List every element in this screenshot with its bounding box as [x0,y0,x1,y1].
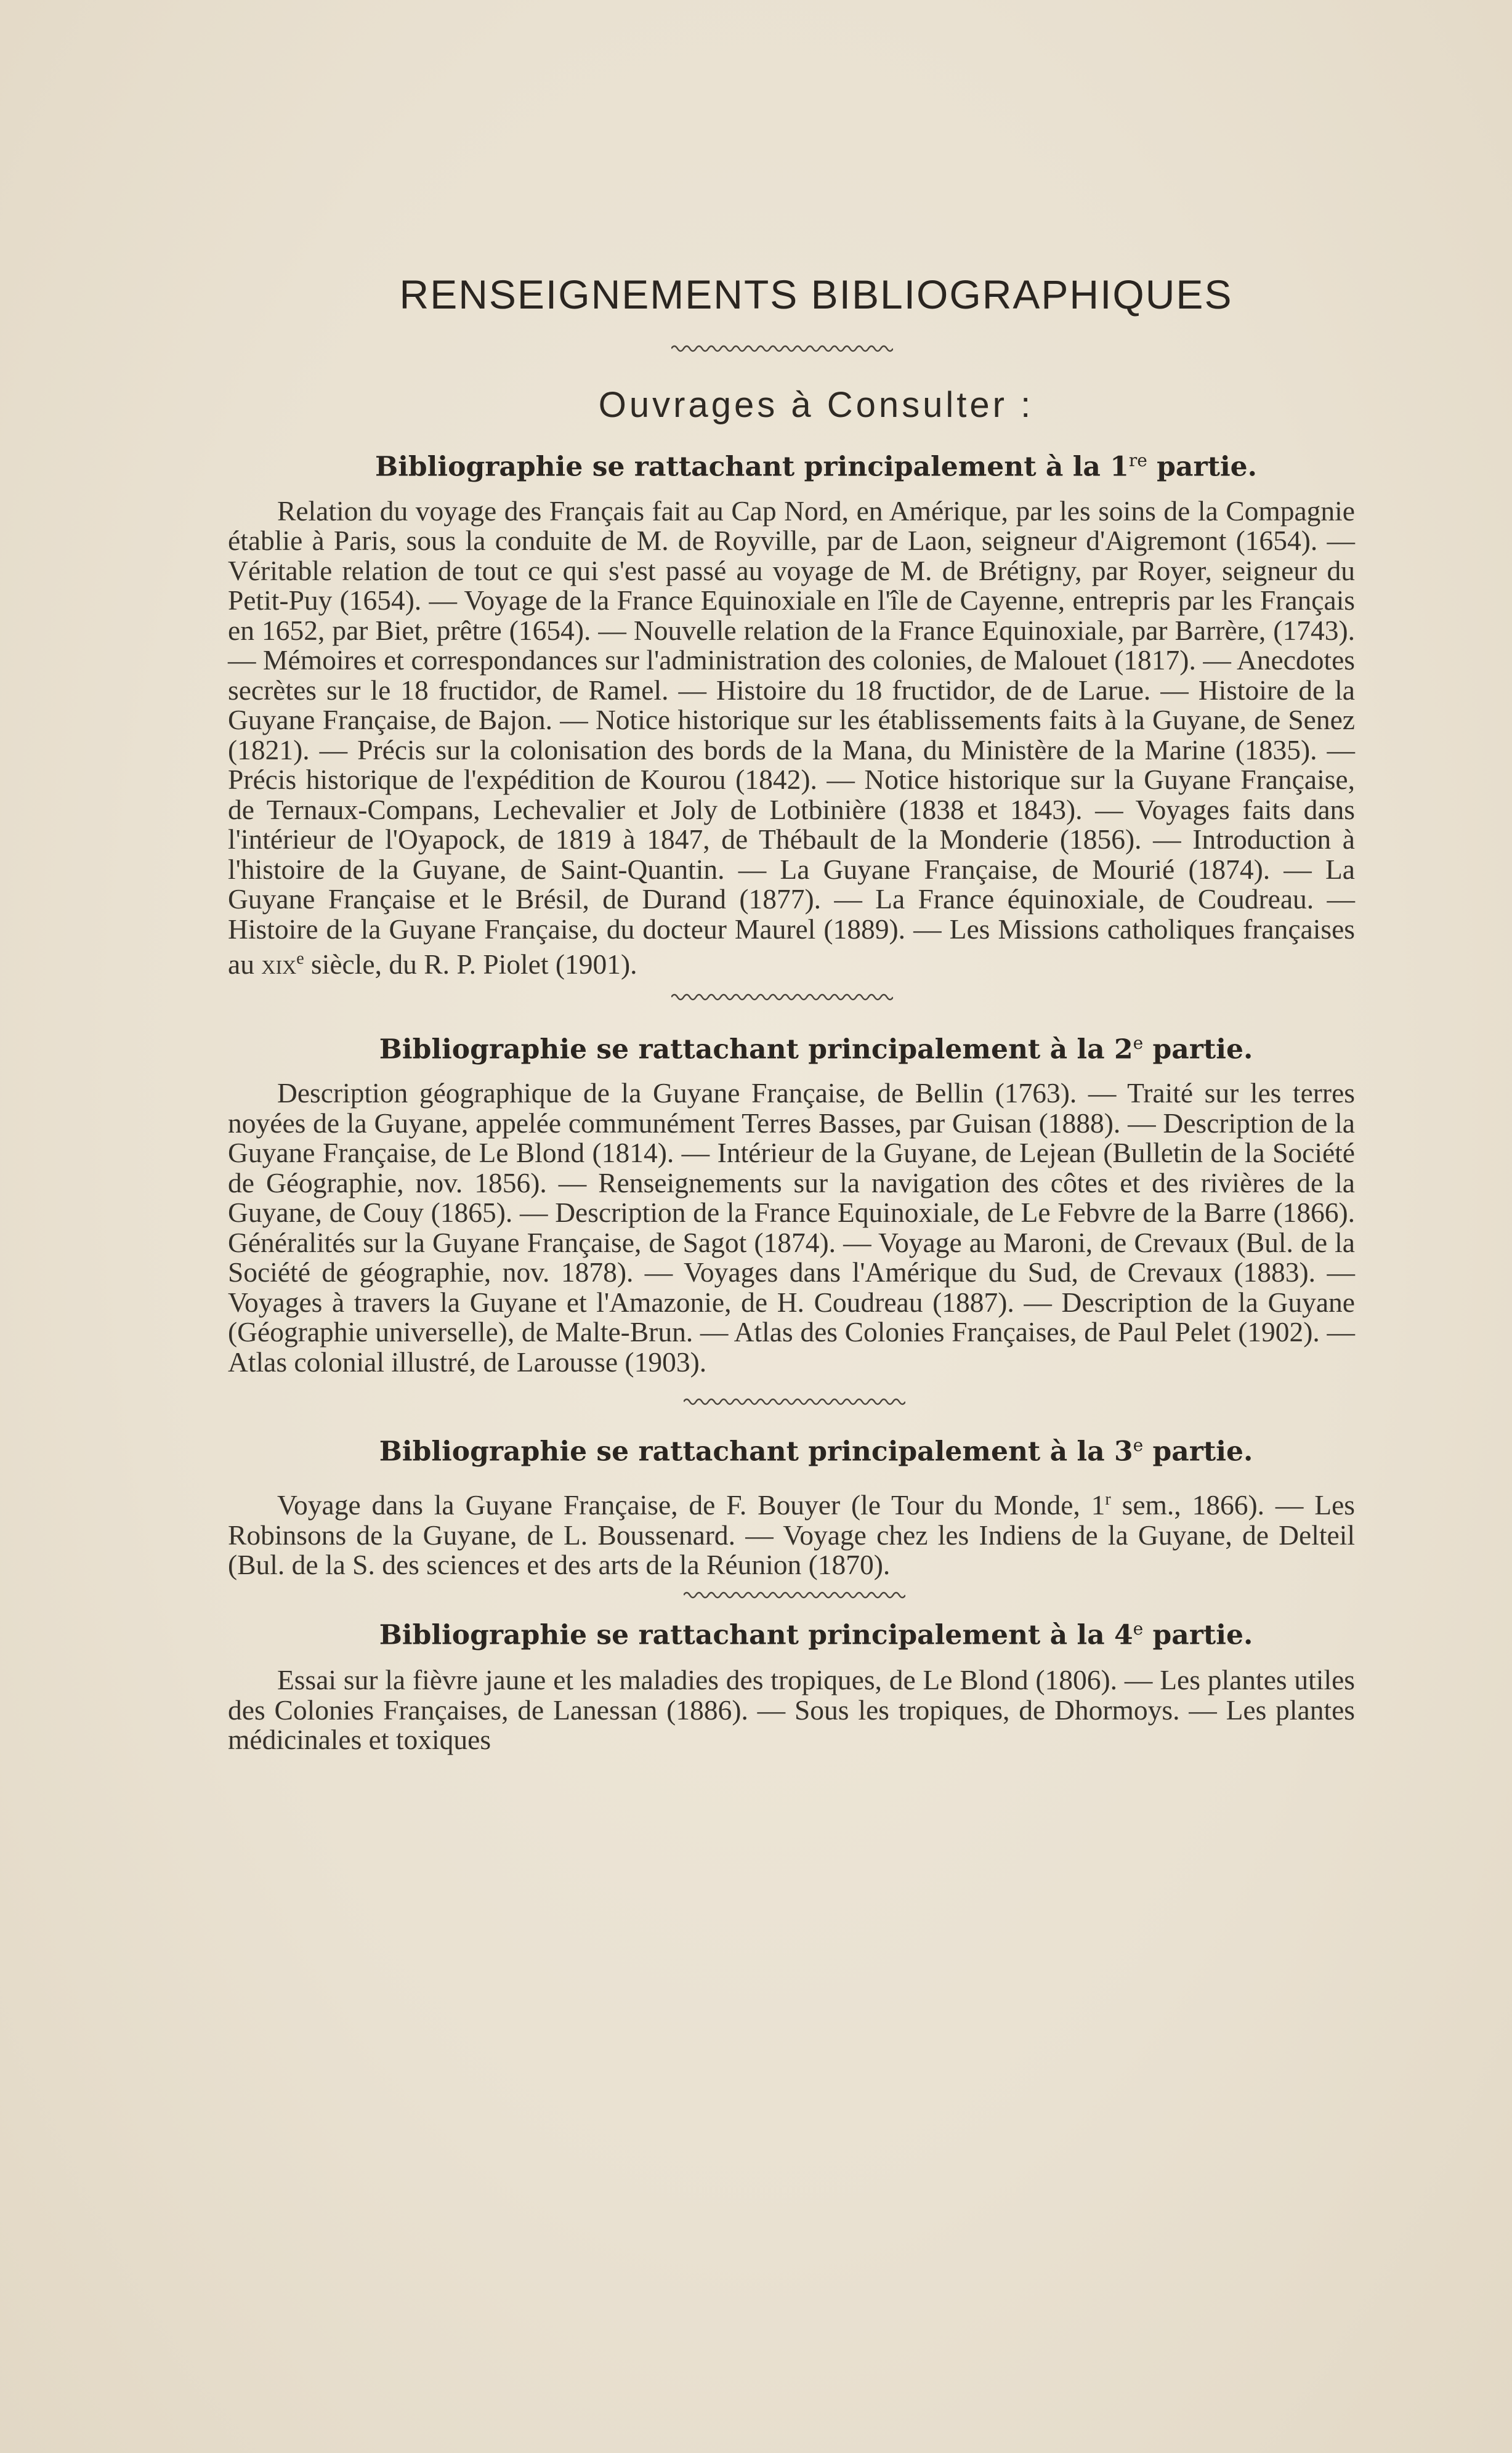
bibliography-paragraph-3: Voyage dans la Guyane Française, de F. Bouyer (le Tour du Monde, 1$^r$ sem., 1866). — Les Robinsons de la Guyane, de L. Boussenard. — Voyage chez les Indiens de la Guyane, de Delteil (Bul. de la S. des sciences et des arts de la Réunion (1870). [228,1489,1355,1581]
wavy-divider [684,1396,905,1408]
wavy-divider [671,342,893,355]
wavy-divider [684,1589,905,1601]
bibliography-paragraph-4: Essai sur la fièvre jaune et les maladies des tropiques, de Le Blond (1806). — Les plantes utiles des Colonies Françaises, de Lanessan (1886). — Sous les tropiques, de Dhormoys. — Les plantes médicinales et toxiques [228,1664,1355,1756]
bibliography-paragraph-1: Relation du voyage des Français fait au Cap Nord, en Amérique, par les soins de la Compagnie établie à Paris, sous la conduite de M. de Royville, par de Laon, seigneur d'Aigremont (1654). — Véritable relation de tout ce qui s'est passé au voyage de M. de Brétigny, par Royer, seigneur du Petit-Puy (1654). — Voyage de la France Equinoxiale en l'île de Cayenne, entrepris par les Français en 1652, par Biet, prêtre (1654). — Nouvelle relation de la France Equinoxiale, par Barrère, (1743). — Mémoires et correspondances sur l'administration des colonies, de Malouet (1817). — Anecdotes secrètes sur le 18 fructidor, de Ramel. — Histoire du 18 fructidor, de de Larue. — Histoire de la Guyane Française, de Bajon. — Notice historique sur les établissements faits à la Guyane, de Senez (1821). — Précis sur la colonisation des bords de la Mana, du Ministère de la Marine (1835). — Précis historique de l'expédition de Kourou (1842). — Notice historique sur la Guyane Française, de Ternaux-Compans, Lechevalier et Joly de Lotbinière (1838 et 1843). — Voyages faits dans l'intérieur de l'Oyapock, de 1819 à 1847, de Thébault de la Monderie (1856). — Introduction à l'histoire de la Guyane, de Saint-Quantin. — La Guyane Française, de Mourié (1874). — La Guyane Française et le Brésil, de Durand (1877). — La France équinoxiale, de Coudreau. — Histoire de la Guyane Française, du docteur Maurel (1889). — Les Missions catholiques françaises au xix$^e$ siècle, du R. P. Piolet (1901). [228,495,1355,980]
wavy-divider [671,991,893,1003]
subtitle: Ouvrages à Consulter : [598,385,1034,425]
page-title: RENSEIGNEMENTS BIBLIOGRAPHIQUES [399,272,1233,317]
section-heading-1: Bibliographie se rattachant principalement à la 1re partie. [375,450,1257,483]
document-body [228,271,1355,1755]
section-heading-3: Bibliographie se rattachant principalement à la 3e partie. [379,1435,1253,1468]
section-heading-4: Bibliographie se rattachant principalement à la 4e partie. [379,1618,1253,1651]
bibliography-paragraph-2: Description géographique de la Guyane Française, de Bellin (1763). — Traité sur les terres noyées de la Guyane, appelée communément Terres Basses, par Guisan (1888). — Description de la Guyane Française, de Le Blond (1814). — Intérieur de la Guyane, de Lejean (Bulletin de la Société de Géographie, nov. 1856). — Renseignements sur la navigation des côtes et des rivières de la Guyane, de Couy (1865). — Description de la France Equinoxiale, de Le Febvre de la Barre (1866). Généralités sur la Guyane Française, de Sagot (1874). — Voyage au Maroni, de Crevaux (Bul. de la Société de géographie, nov. 1878). — Voyages dans l'Amérique du Sud, de Crevaux (1883). — Voyages à travers la Guyane et l'Amazonie, de H. Coudreau (1887). — Description de la Guyane (Géographie universelle), de Malte-Brun. — Atlas des Colonies Françaises, de Paul Pelet (1902). — Atlas colonial illustré, de Larousse (1903). [228,1077,1355,1378]
section-heading-2: Bibliographie se rattachant principalement à la 2e partie. [379,1032,1253,1065]
